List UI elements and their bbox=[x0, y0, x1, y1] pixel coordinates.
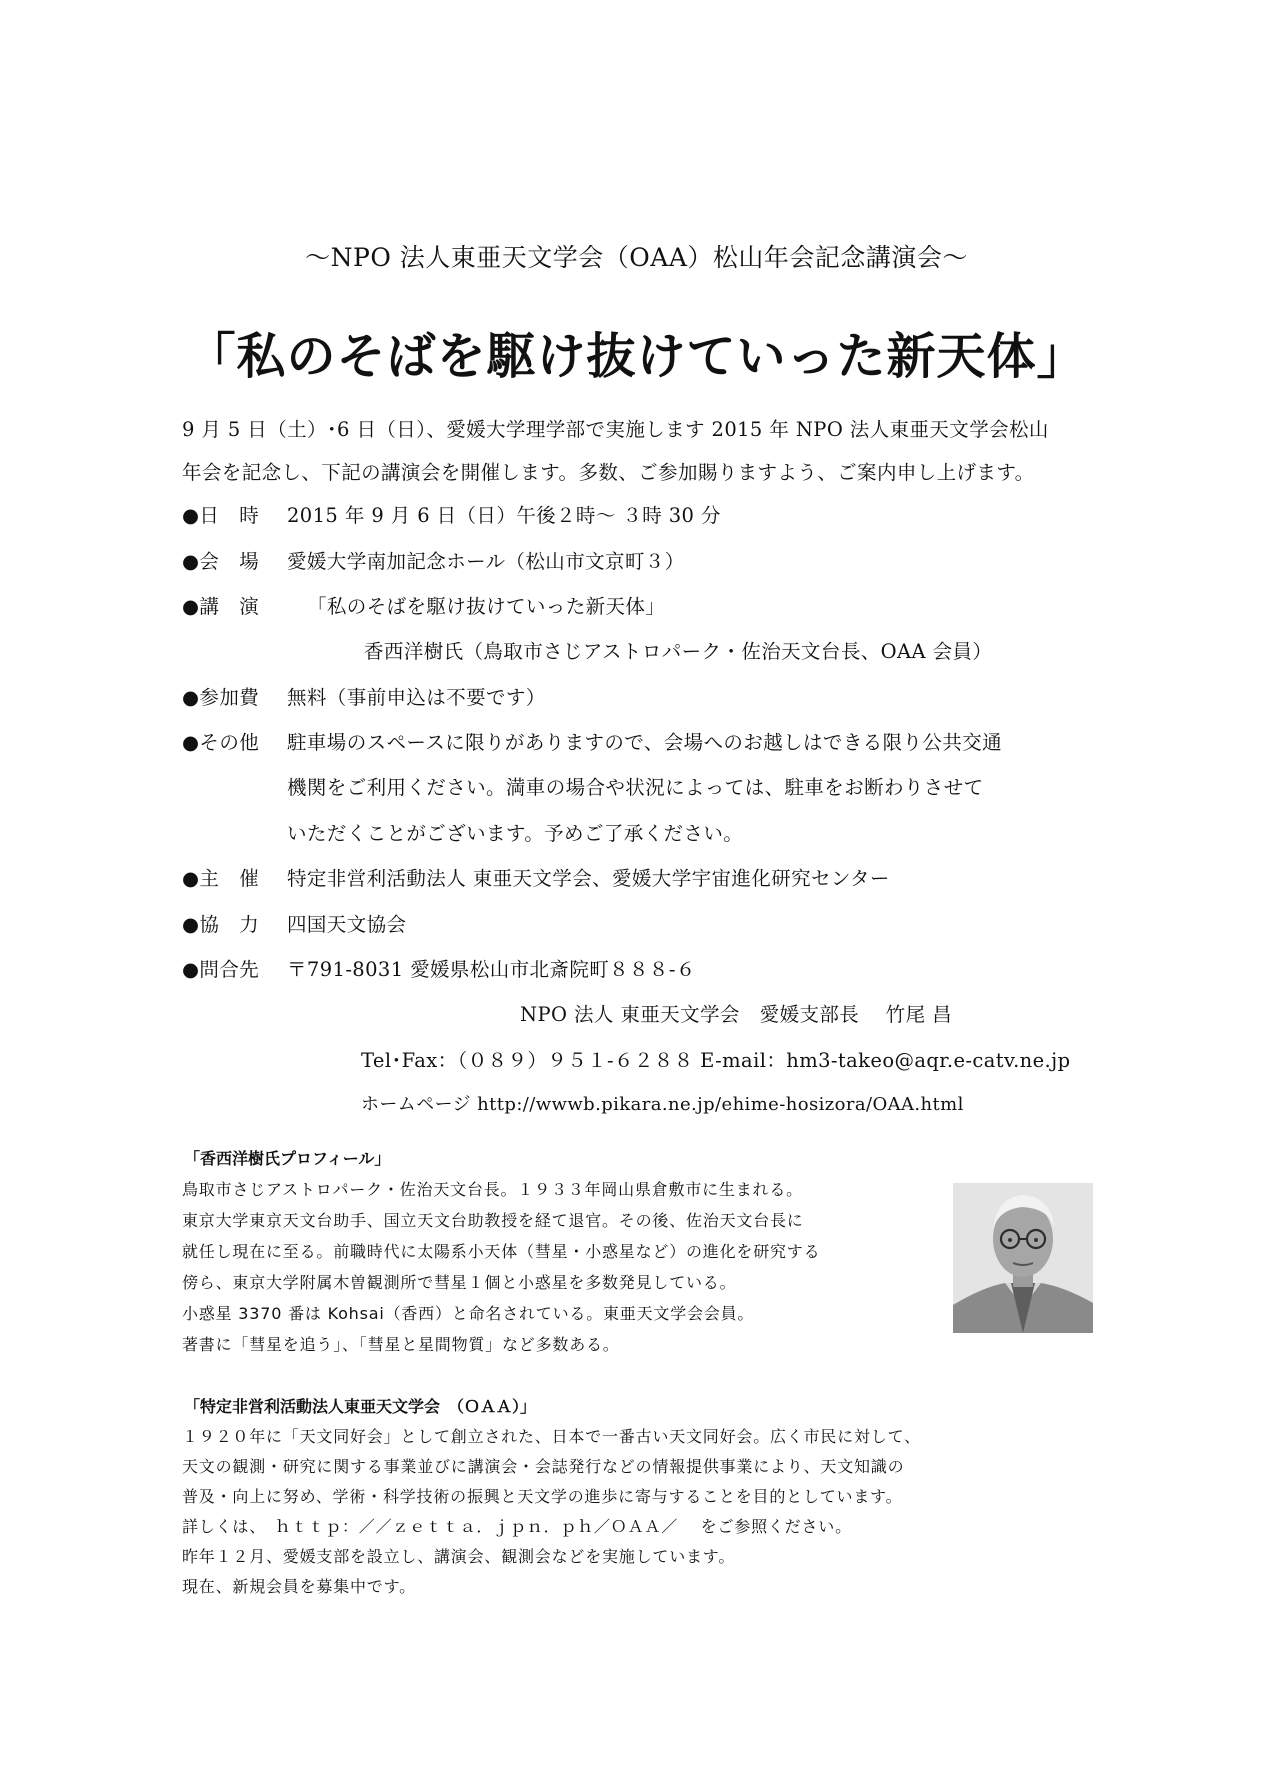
detail-row-lecture bbox=[182, 591, 665, 619]
detail-value: 愛媛大学南加記念ホール（松山市文京町３） bbox=[287, 550, 685, 573]
detail-label: ●協 力 bbox=[182, 913, 260, 936]
oaa-line: 普及・向上に努め、学術・科学技術の振興と天文学の進歩に寄与することを目的としています。 bbox=[182, 1487, 903, 1506]
detail-label: ●会 場 bbox=[182, 550, 260, 573]
detail-label: ●日 時 bbox=[182, 504, 260, 527]
detail-row-venue bbox=[182, 546, 685, 574]
detail-row-other-cont bbox=[287, 818, 743, 846]
detail-row-fee bbox=[182, 682, 546, 710]
detail-row-speaker bbox=[364, 636, 992, 664]
detail-row-other-cont bbox=[287, 772, 984, 800]
detail-value: 2015 年 9 月 6 日（日）午後２時～ ３時 30 分 bbox=[287, 504, 721, 527]
detail-value: いただくことがございます。予めご了承ください。 bbox=[287, 822, 744, 845]
contact-org: NPO 法人 東亜天文学会 愛媛支部長 竹尾 昌 bbox=[520, 1003, 952, 1026]
oaa-line: １９２０年に「天文同好会」として創立された、日本で一番古い天文同好会。広く市民に対して、 bbox=[182, 1427, 921, 1446]
portrait-image bbox=[953, 1183, 1093, 1333]
detail-value: 特定非営利活動法人 東亜天文学会、愛媛大学宇宙進化研究センター bbox=[287, 867, 890, 890]
profile-heading: 「香西洋樹氏プロフィール」 bbox=[184, 1149, 391, 1168]
detail-value: 駐車場のスペースに限りがありますので、会場へのお越しはできる限り公共交通 bbox=[287, 731, 1003, 754]
profile-line: 鳥取市さじアストロパーク・佐治天文台長。１９３３年岡山県倉敷市に生まれる。 bbox=[182, 1180, 803, 1199]
oaa-line: 昨年１２月、愛媛支部を設立し、講演会、観測会などを実施しています。 bbox=[182, 1547, 736, 1566]
oaa-line: 天文の観測・研究に関する事業並びに講演会・会誌発行などの情報提供事業により、天文知識の bbox=[182, 1457, 905, 1476]
speaker-portrait bbox=[953, 1183, 1093, 1333]
detail-value: 四国天文協会 bbox=[287, 913, 407, 936]
detail-label: ●問合先 bbox=[182, 958, 260, 981]
event-subtitle: ～NPO 法人東亜天文学会（OAA）松山年会記念講演会～ bbox=[305, 243, 968, 272]
oaa-line: 現在、新規会員を募集中です。 bbox=[182, 1577, 416, 1596]
detail-label: ●参加費 bbox=[182, 686, 260, 709]
profile-line: 就任し現在に至る。前職時代に太陽系小天体（彗星・小惑星など）の進化を研究する bbox=[182, 1242, 821, 1261]
detail-label: ●講 演 bbox=[182, 595, 260, 618]
profile-line: 傍ら、東京大学附属木曽観測所で彗星１個と小惑星を多数発見している。 bbox=[182, 1273, 737, 1292]
contact-homepage: ホームページ http://wwwb.pikara.ne.jp/ehime-hosizora/OAA.html bbox=[361, 1094, 964, 1115]
detail-row-cooperation bbox=[182, 909, 406, 937]
detail-row-datetime bbox=[182, 500, 721, 528]
detail-value: 機関をご利用ください。満車の場合や状況によっては、駐車をお断わりさせて bbox=[287, 776, 984, 799]
detail-label: ●主 催 bbox=[182, 867, 260, 890]
detail-row-other bbox=[182, 727, 1002, 755]
profile-line: 小惑星 3370 番は Kohsai（香西）と命名されている。東亜天文学会会員。 bbox=[182, 1304, 755, 1323]
contact-tel-email: Tel･Fax：（０８９）９５１-６２８８ E-mail：hm3-takeo@aqr.e-catv.ne.jp bbox=[361, 1049, 1071, 1072]
lecture-title: 「私のそばを駆け抜けていった新天体」 bbox=[186, 327, 1087, 385]
detail-value: 〒791-8031 愛媛県松山市北斎院町８８８-６ bbox=[287, 958, 696, 981]
intro-line: 9 月 5 日（土）･6 日（日）、愛媛大学理学部で実施します 2015 年 NPO 法人東亜天文学会松山 bbox=[182, 418, 1049, 441]
detail-row-organizer bbox=[182, 863, 890, 891]
intro-line: 年会を記念し、下記の講演会を開催します。多数、ご参加賜りますよう、ご案内申し上げます。 bbox=[182, 461, 1035, 484]
profile-line: 著書に「彗星を追う」、「彗星と星間物質」など多数ある。 bbox=[182, 1335, 620, 1354]
oaa-heading: 「特定非営利活動法人東亜天文学会 （ＯＡＡ）」 bbox=[184, 1397, 537, 1416]
profile-line: 東京大学東京天文台助手、国立天文台助教授を経て退官。その後、佐治天文台長に bbox=[182, 1211, 804, 1230]
oaa-line: 詳しくは、 ｈｔｔｐ：／／ｚｅｔｔａ．ｊｐｎ．ｐｈ／ＯＡＡ／ をご参照ください。 bbox=[182, 1517, 852, 1536]
detail-label: ●その他 bbox=[182, 731, 260, 754]
detail-value: 無料（事前申込は不要です） bbox=[287, 686, 546, 709]
detail-value: 香西洋樹氏（鳥取市さじアストロパーク・佐治天文台長、OAA 会員） bbox=[364, 640, 993, 663]
detail-row-inquiry bbox=[182, 954, 696, 982]
detail-value: 「私のそばを駆け抜けていった新天体」 bbox=[307, 595, 666, 618]
